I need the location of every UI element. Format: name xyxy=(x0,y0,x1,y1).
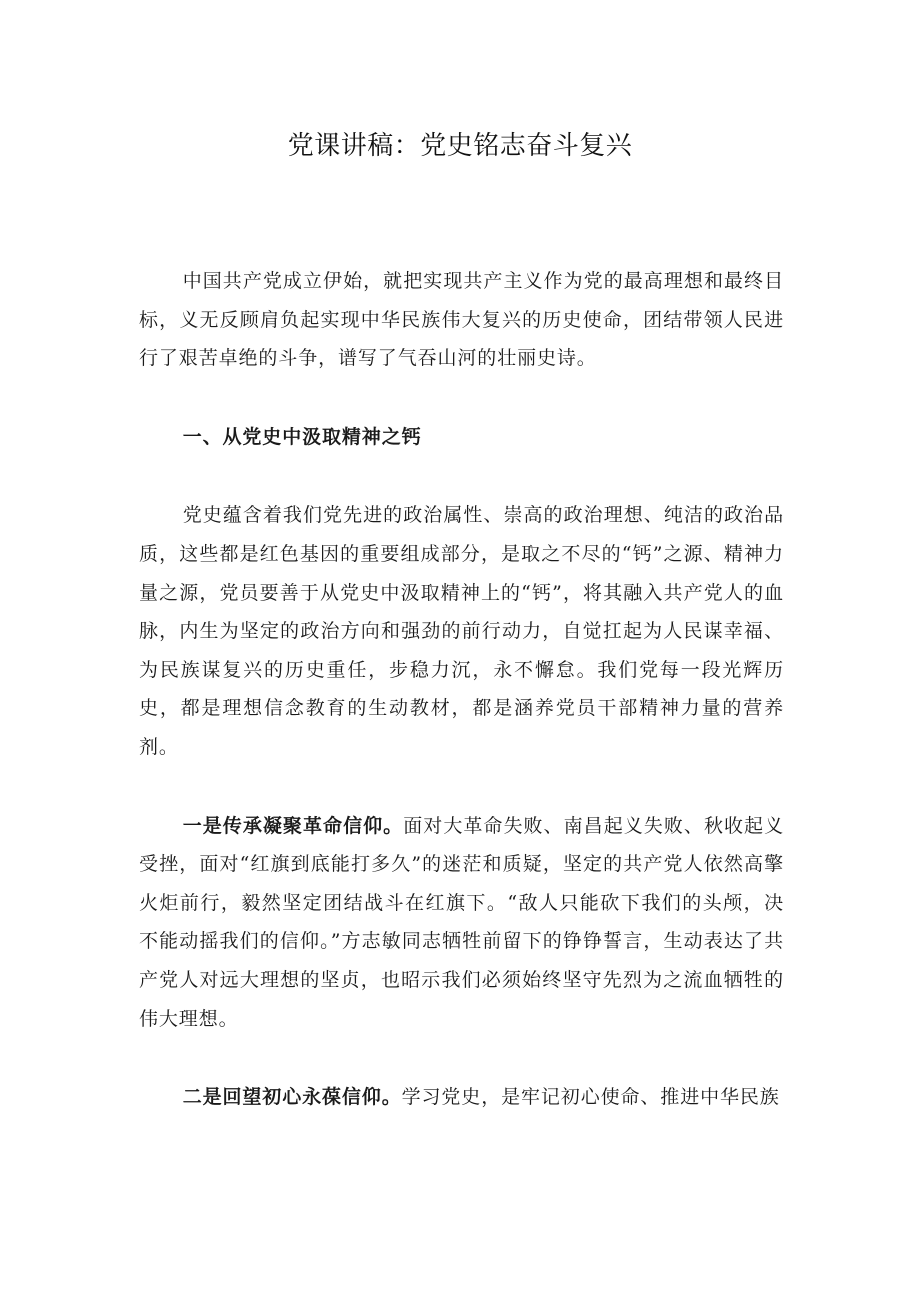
point-two-paragraph xyxy=(139,1078,784,1117)
point-two-lead: 二是回望初心永葆信仰。 xyxy=(182,1086,402,1109)
document-body xyxy=(139,262,784,1117)
point-two-text: 学习党史，是牢记初心使命、推进中华民族 xyxy=(401,1086,780,1109)
section-heading: 一、从党史中汲取精神之钙 xyxy=(182,425,422,448)
point-one-text: 面对大革命失败、南昌起义失败、秋收起义受挫，面对“红旗到底能打多久”的迷茫和质疑，坚定的共产党人依然高擎火炬前行，毅然坚定团结战斗在红旗下。“敌人只能砍下我们的头颅，决不能动摇我们的信仰。”方志敏同志牺牲前留下的铮铮誓言，生动表达了共产党人对远大理想的坚贞，也昭示我们必须始终坚守先烈为之流血牺牲的伟大理想。 xyxy=(139,814,784,1030)
point-one-lead: 一是传承凝聚革命信仰。 xyxy=(182,814,404,837)
intro-paragraph: 中国共产党成立伊始，就把实现共产主义作为党的最高理想和最终目标，义无反顾肩负起实现中华民族伟大复兴的历史使命，团结带领人民进行了艰苦卓绝的斗争，谱写了气吞山河的壮丽史诗。 xyxy=(139,270,784,370)
page-title: 党课讲稿：党史铭志奋斗复兴 xyxy=(287,131,633,161)
point-one-paragraph xyxy=(139,807,784,1039)
section-paragraph: 党史蕴含着我们党先进的政治属性、崇高的政治理想、纯洁的政治品质，这些都是红色基因的重要组成部分，是取之不尽的“钙”之源、精神力量之源，党员要善于从党史中汲取精神上的“钙”，将其融入共产党人的血脉，内生为坚定的政治方向和强劲的前行动力，自觉扛起为人民谋幸福、为民族谋复兴的历史重任，步稳力沉，永不懈怠。我们党每一段光辉历史，都是理想信念教育的生动教材，都是涵养党员干部精神力量的营养剂。 xyxy=(139,504,784,758)
